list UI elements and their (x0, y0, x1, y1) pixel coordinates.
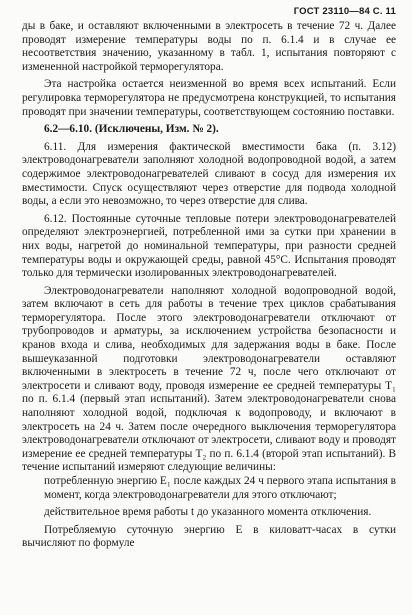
paragraph-6-11: 6.11. Для измерения фактической вместимости бака (п. 3.12) электроводонагреватели заполняют холодной водопроводной водой, а затем содержимое электроводонагревателей сливают в сосуд для измерения их вместимости. Спуск осуществляют через отверстие для подвода холодной воды, а если это невозможно, то через отверстие для слива. (22, 140, 396, 208)
paragraph-continuation: ды в баке, и оставляют включенными в электросеть в течение 72 ч. Далее проводят измерение температуры воды по п. 6.1.4 и в случае ее несоответствия значению, указанному в табл. 1, испытания повторяют с измененной настройкой терморегулятора. (22, 20, 396, 73)
paragraph-6-12: 6.12. Постоянные суточные тепловые потери электроводонагревателей определяют электроэнергией, потребленной ими за сутки при хранении в них воды, нагретой до номинальной температуры, при разности средней температуры воды и окружающей среды, равной 45°С. Испытания проводят только для термически изолированных электроводонагревателей. (22, 212, 396, 280)
list-item-energy: потребленную энергию E₁ после каждых 24 ч первого этапа испытания в момент, когда электроводонагреватели для этого отключают; (44, 475, 396, 501)
paragraph-excluded-sections: 6.2—6.10. (Исключены, Изм. № 2). (44, 123, 219, 136)
page-header: ГОСТ 23110—84 С. 11 (293, 6, 396, 17)
paragraph-procedure: Электроводонагреватели наполняют холодной водопроводной водой, затем включают в сеть для работы в течение трех циклов срабатывания терморегулятора. После этого электроводонагреватели отключают от трубопроводов и арматуры, за исключением устройства безопасности и кранов входа и слива, необходимых для задержания воды в баке. После вышеуказанной подготовки электроводонагреватели оставляют включенными в электросеть в течение 72 ч, после чего отключают от электросети и сливают воду, проводя измерение ее средней температуры T₁ по п. 6.1.4 (первый этап испытаний). Затем электроводонагреватели снова наполняют холодной водой, подключая к водопроводу, и включают в электросеть на 24 ч. Затем после очередного выключения терморегулятора электроводонагреватели отключают от электросети, сливают воду и проводят измерение ее средней температуры T₂ по п. 6.1.4 (второй этап испытаний). В течение испытаний измеряют следующие величины: (22, 284, 396, 474)
paragraph-formula-intro: Потребляемую суточную энергию E в киловатт-часах в сутки вычисляют по формуле (22, 523, 396, 550)
list-item-time: действительное время работы t до указанного момента отключения. (44, 506, 372, 519)
paragraph-setting-unchanged: Эта настройка остается неизменной во время всех испытаний. Если регулировка терморегулятора не предусмотрена конструкцией, то испытания проводят при значении температуры, соответствующем состоянию поставки. (22, 78, 396, 118)
